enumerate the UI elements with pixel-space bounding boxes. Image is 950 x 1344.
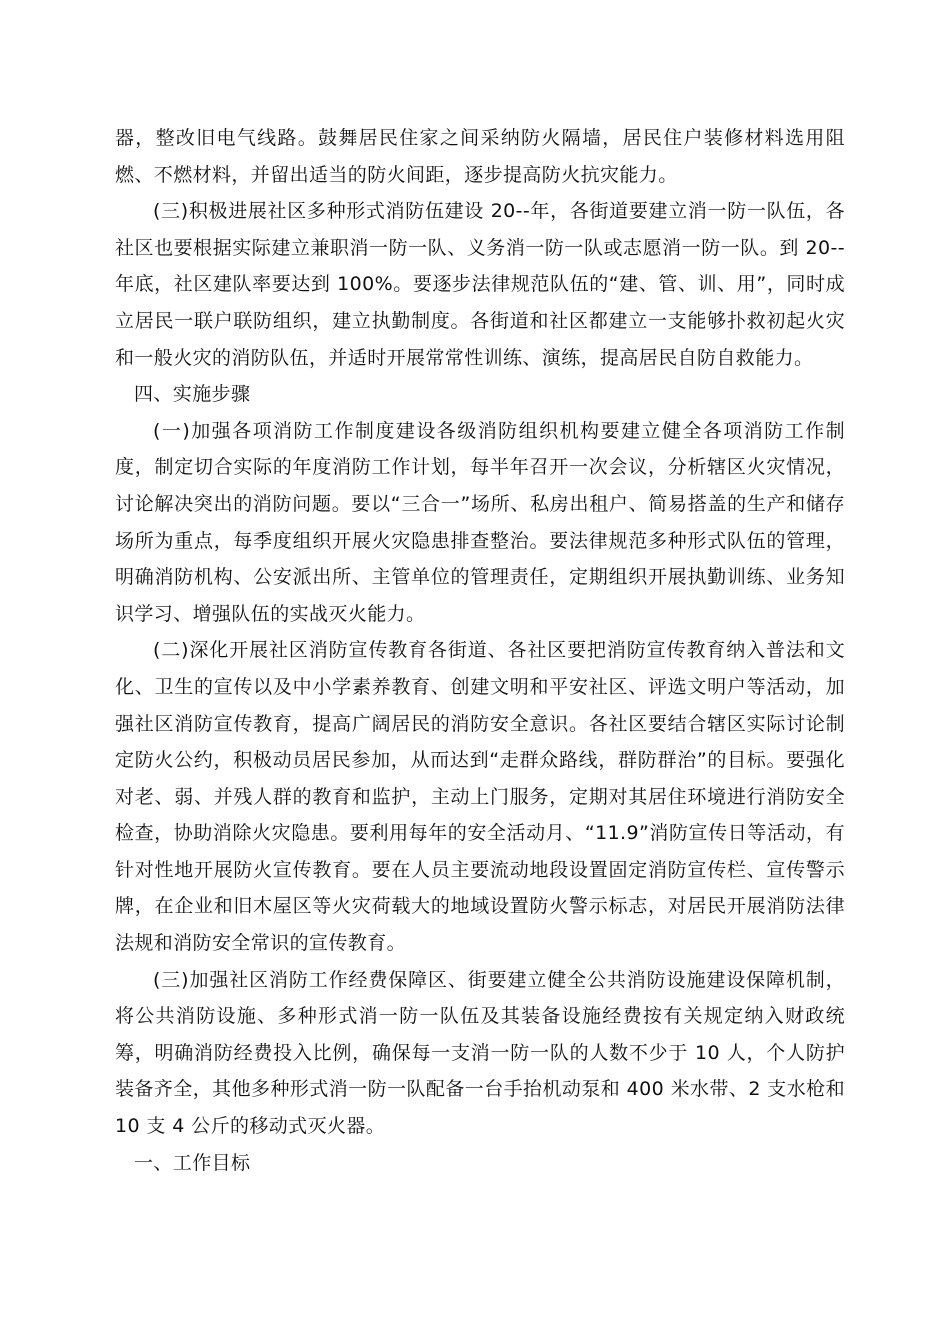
paragraph-fire-work-system: (一)加强各项消防工作制度建设各级消防组织机构要建立健全各项消防工作制度，制定切合实际的年度消防工作计划，每半年召开一次会议，分析辖区火灾情况，讨论解决突出的消防问题。要以“三合一”场所、私房出租户、简易搭盖的生产和储存场所为重点，每季度组织开展火灾隐患排查整治。要法律规范多种形式队伍的管理，明确消防机构、公安派出所、主管单位的管理责任，定期组织开展执勤训练、业务知识学习、增强队伍的实战灭火能力。 — [115, 419, 845, 625]
section-heading-work-goals: 一、工作目标 — [134, 1151, 251, 1174]
document-body — [115, 120, 845, 1181]
paragraph-continuation: 器，整改旧电气线路。鼓舞居民住家之间采纳防火隔墙，居民住户装修材料选用阻燃、不燃材料，并留出适当的防火间距，逐步提高防火抗灾能力。 — [115, 127, 845, 186]
section-heading-implementation-steps: 四、实施步骤 — [134, 383, 251, 406]
paragraph-fire-education: (二)深化开展社区消防宣传教育各街道、各社区要把消防宣传教育纳入普法和文化、卫生的宣传以及中小学素养教育、创建文明和平安社区、评选文明户等活动，加强社区消防宣传教育，提高广阔居民的消防安全意识。各社区要结合辖区实际讨论制定防火公约，积极动员居民参加，从而达到“走群众路线，群防群治”的目标。要强化对老、弱、并残人群的教育和监护，主动上门服务，定期对其居住环境进行消防安全检查，协助消除火灾隐患。要利用每年的安全活动月、“11.9”消防宣传日等活动，有针对性地开展防火宣传教育。要在人员主要流动地段设置固定消防宣传栏、宣传警示牌，在企业和旧木屋区等火灾荷载大的地域设置防火警示标志，对居民开展消防法律法规和消防安全常识的宣传教育。 — [115, 639, 845, 955]
paragraph-fire-funding: (三)加强社区消防工作经费保障区、街要建立健全公共消防设施建设保障机制，将公共消防设施、多种形式消一防一队伍及其装备设施经费按有关规定纳入财政统筹，明确消防经费投入比例，确保每一支消一防一队的人数不少于 10 人，个人防护装备齐全，其他多种形式消一防一队配备一台手抬机动泵和 400 米水带、2 支水枪和 10 支 4 公斤的移动式灭火器。 — [115, 968, 845, 1138]
paragraph-community-fire-team: (三)积极进展社区多种形式消防伍建设 20--年，各街道要建立消一防一队伍，各社区也要根据实际建立兼职消一防一队、义务消一防一队或志愿消一防一队。到 20--年底，社区建队率要达到 100%。要逐步法律规范队伍的“建、管、训、用”，同时成立居民一联户联防组织，建立执勤制度。各街道和社区都建立一支能够扑救初起火灾和一般火灾的消防队伍，并适时开展常常性训练、演练，提高居民自防自救能力。 — [115, 200, 845, 369]
